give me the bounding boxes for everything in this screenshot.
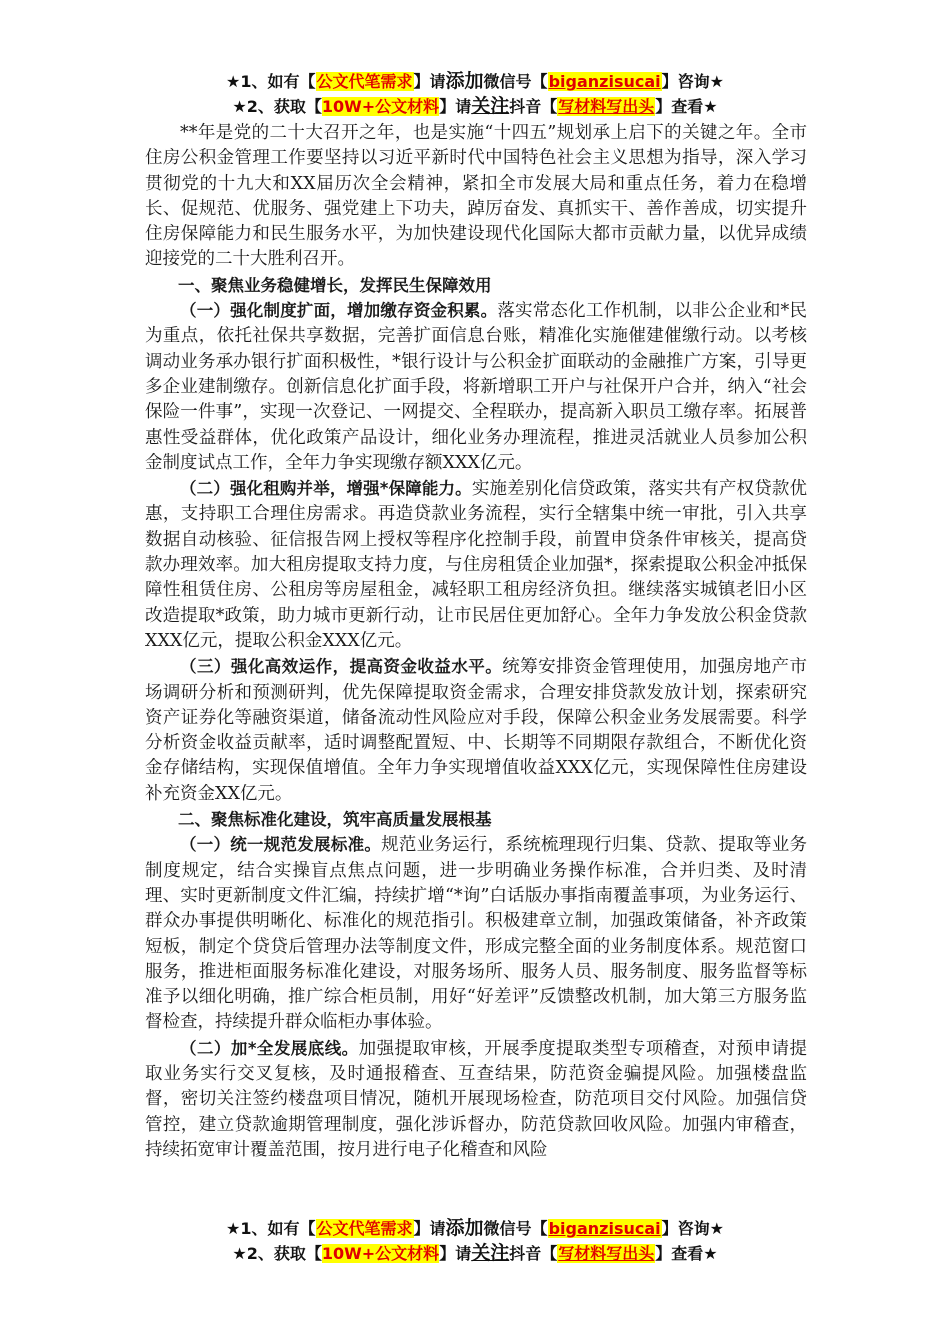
subsection-title: （一）强化制度扩面，增加缴存资金积累。 (180, 301, 498, 321)
promo-line-1-bottom: ★1、如有【公文代笔需求】请添加微信号【biganzisucai】咨询★ (226, 1217, 724, 1239)
promo-highlight: 公文代笔需求 (316, 1219, 413, 1238)
douyin-account: 写材料写出头 (558, 97, 655, 116)
section-heading-1: 一、聚焦业务稳健增长，发挥民生保障效用 (178, 275, 492, 295)
paragraph-1-2: （二）强化租购并举，增强*保障能力。实施差别化信贷政策，落实共有产权贷款优惠，支持职工合理住房需求。再造贷款业务流程，实行全辖集中统一审批，引入共享数据自动核验、征信报告网上授权等程序化控制手段，前置申贷条件审核关，提高贷款办理效率。加大租房提取支持力度，与住房租赁企业加强*，探索提取公积金冲抵保障性租赁住房、公租房等房屋租金，减轻职工租房经济负担。继续落实城镇老旧小区改造提取*政策，助力城市更新行动，让市民居住更加舒心。全年力争发放公积金贷款XXX亿元，提取公积金XXX亿元。 (145, 479, 807, 651)
wechat-id: biganzisucai (548, 72, 661, 91)
section-heading-2: 二、聚焦标准化建设，筑牢高质量发展根基 (178, 810, 492, 830)
douyin-account: 写材料写出头 (558, 1244, 655, 1263)
intro-paragraph: **年是党的二十大召开之年，也是实施“十四五”规划承上启下的关键之年。全市住房公积金管理工作要坚持以习近平新时代中国特色社会主义思想为指导，深入学习贯彻党的十九大和XX届历次全会精神，紧扣全市发展大局和重点任务，着力在稳增长、促规范、优服务、强党建上下功夫，踔厉奋发、真抓实干、善作善成，切实提升住房保障能力和民生服务水平，为加快建设现代化国际大都市贡献力量，以优异成绩迎接党的二十大胜利召开。 (145, 123, 807, 270)
paragraph-1-3: （三）强化高效运作，提高资金收益水平。统筹安排资金管理使用，加强房地产市场调研分析和预测研判，优先保障提取资金需求，合理安排贷款发放计划，探索研究资产证券化等融资渠道，储备流动性风险应对手段，保障公积金业务发展需要。科学分析资金收益贡献率，适时调整配置短、中、长期等不同期限存款组合，不断优化资金存储结构，实现保值增值。全年力争实现增值收益XXX亿元，实现保障性住房建设补充资金XX亿元。 (145, 657, 808, 804)
subsection-title: （三）强化高效运作，提高资金收益水平。 (180, 657, 503, 677)
paragraph-1-1: （一）强化制度扩面，增加缴存资金积累。落实常态化工作机制，以非公企业和*民为重点，依托社保共享数据，完善扩面信息台账，精准化实施催建催缴行动。以考核调动业务承办银行扩面积极性，*银行设计与公积金扩面联动的金融推广方案，引导更多企业建制缴存。创新信息化扩面手段，将新增职工开户与社保开户合并，纳入“社会保险一件事”，实现一次登记、一网提交、全程联办，提高新入职员工缴存率。拓展普惠性受益群体，优化政策产品设计，细化业务办理流程，推进灵活就业人员参加公积金制度试点工作，全年力争实现缴存额XXX亿元。 (145, 301, 808, 473)
paragraph-2-1: （一）统一规范发展标准。规范业务运行，系统梳理现行归集、贷款、提取等业务制度规定，结合实操盲点焦点问题，进一步明确业务操作标准，合并归类、及时清理、实时更新制度文件汇编，持续扩增“*询”白话版办事指南覆盖事项，为业务运行、群众办事提供明晰化、标准化的规范指引。积极建章立制，加强政策储备，补齐政策短板，制定个贷贷后管理办法等制度文件，形成完整全面的业务制度体系。规范窗口服务，推进柜面服务标准化建设，对服务场所、服务人员、服务制度、服务监督等标准予以细化明确，推广综合柜员制，用好“好差评”反馈整改机制，加大第三方服务监督检查，持续提升群众临柜办事体验。 (145, 835, 808, 1033)
promo-line-2: ★2、获取【10W+公文材料】请关注抖音【写材料写出头】查看★ (232, 95, 718, 117)
promo-line-2-bottom: ★2、获取【10W+公文材料】请关注抖音【写材料写出头】查看★ (232, 1242, 718, 1264)
wechat-id: biganzisucai (548, 1219, 661, 1238)
paragraph-2-2: （二）加*全发展底线。加强提取审核，开展季度提取类型专项稽查，对预申请提取业务实行交叉复核，及时通报稽查、互查结果，防范资金骗提风险。加强楼盘监督，密切关注签约楼盘项目情况，随机开展现场检查，防范项目交付风险。加强信贷管控，建立贷款逾期管理制度，强化涉诉督办，防范贷款回收风险。加强内审稽查，持续拓宽审计覆盖范围，按月进行电子化稽查和风险 (145, 1038, 807, 1160)
subsection-title: （二）加*全发展底线。 (180, 1038, 359, 1058)
promo-highlight: 10W+公文材料 (321, 97, 440, 116)
promo-highlight: 10W+公文材料 (321, 1244, 440, 1263)
subsection-title: （二）强化租购并举，增强*保障能力。 (180, 479, 472, 499)
document-body (145, 121, 807, 1163)
promo-line-1: ★1、如有【公文代笔需求】请添加微信号【biganzisucai】咨询★ (226, 70, 724, 92)
promo-highlight: 公文代笔需求 (316, 72, 413, 91)
subsection-title: （一）统一规范发展标准。 (180, 835, 382, 855)
